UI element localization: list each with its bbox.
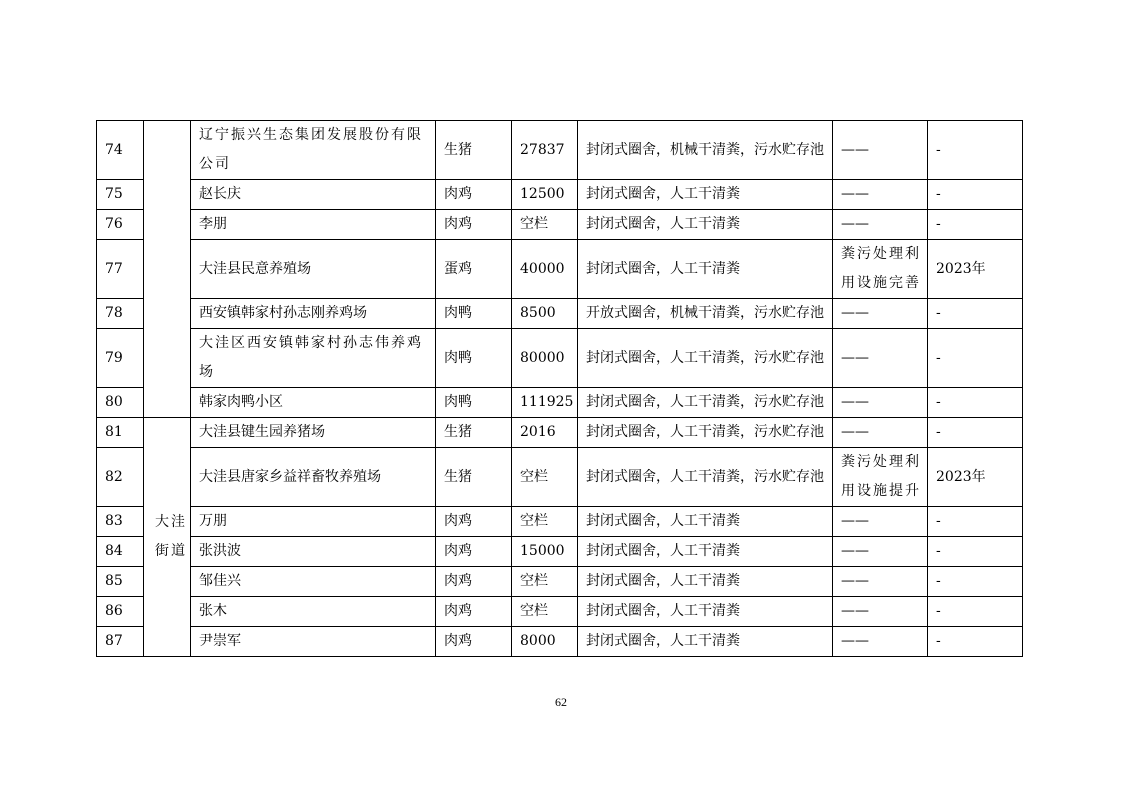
improvement-measure: —— — [833, 388, 928, 418]
farm-name: 尹崇军 — [191, 627, 436, 657]
manure-method: 封闭式圈舍，机械干清粪，污水贮存池 — [578, 121, 833, 180]
manure-method: 封闭式圈舍，人工干清粪，污水贮存池 — [578, 448, 833, 507]
row-number: 77 — [97, 240, 144, 299]
livestock-type: 肉鸡 — [436, 180, 512, 210]
farm-name: 大洼区西安镇韩家村孙志伟养鸡场 — [191, 329, 436, 388]
table-row — [97, 627, 1023, 657]
livestock-type: 肉鸭 — [436, 299, 512, 329]
page-number: 62 — [555, 695, 567, 709]
row-number: 87 — [97, 627, 144, 657]
manure-method: 封闭式圈舍，人工干清粪 — [578, 537, 833, 567]
manure-method: 封闭式圈舍，人工干清粪 — [578, 180, 833, 210]
table-row — [97, 418, 1023, 448]
livestock-type: 肉鸡 — [436, 210, 512, 240]
completion-year: - — [928, 567, 1023, 597]
table-row — [97, 567, 1023, 597]
farm-name: 张洪波 — [191, 537, 436, 567]
livestock-count: 2016 — [512, 418, 578, 448]
improvement-measure: —— — [833, 299, 928, 329]
completion-year: - — [928, 180, 1023, 210]
farm-name: 大洼县唐家乡益祥畜牧养殖场 — [191, 448, 436, 507]
livestock-count: 空栏 — [512, 507, 578, 537]
livestock-type: 肉鸡 — [436, 507, 512, 537]
manure-method: 封闭式圈舍，人工干清粪 — [578, 627, 833, 657]
farm-name: 大洼县民意养殖场 — [191, 240, 436, 299]
improvement-measure: —— — [833, 210, 928, 240]
livestock-count: 15000 — [512, 537, 578, 567]
row-number: 84 — [97, 537, 144, 567]
completion-year: - — [928, 507, 1023, 537]
section-cell-blank — [144, 121, 191, 418]
row-number: 75 — [97, 180, 144, 210]
section-cell-dawa-street — [144, 418, 191, 657]
livestock-count: 12500 — [512, 180, 578, 210]
livestock-count: 111925 — [512, 388, 578, 418]
livestock-count: 40000 — [512, 240, 578, 299]
improvement-measure: —— — [833, 121, 928, 180]
row-number: 83 — [97, 507, 144, 537]
farm-name: 辽宁振兴生态集团发展股份有限公司 — [191, 121, 436, 180]
farm-name: 韩家肉鸭小区 — [191, 388, 436, 418]
row-number: 74 — [97, 121, 144, 180]
improvement-measure: 粪污处理利用设施提升 — [833, 448, 928, 507]
table-row — [97, 597, 1023, 627]
livestock-type: 生猪 — [436, 121, 512, 180]
row-number: 82 — [97, 448, 144, 507]
livestock-count: 8000 — [512, 627, 578, 657]
manure-method: 封闭式圈舍，人工干清粪 — [578, 210, 833, 240]
manure-method: 封闭式圈舍，人工干清粪，污水贮存池 — [578, 329, 833, 388]
livestock-type: 肉鸭 — [436, 329, 512, 388]
table-row — [97, 448, 1023, 507]
improvement-measure: —— — [833, 537, 928, 567]
livestock-count: 27837 — [512, 121, 578, 180]
farm-name: 大洼县键生园养猪场 — [191, 418, 436, 448]
livestock-type: 生猪 — [436, 418, 512, 448]
livestock-count: 空栏 — [512, 210, 578, 240]
farm-name: 万朋 — [191, 507, 436, 537]
row-number: 81 — [97, 418, 144, 448]
completion-year: - — [928, 329, 1023, 388]
livestock-type: 肉鸭 — [436, 388, 512, 418]
farm-name: 张木 — [191, 597, 436, 627]
improvement-measure: —— — [833, 597, 928, 627]
livestock-farm-table — [96, 120, 1023, 657]
table-row — [97, 210, 1023, 240]
completion-year: - — [928, 418, 1023, 448]
manure-method: 封闭式圈舍，人工干清粪 — [578, 507, 833, 537]
row-number: 79 — [97, 329, 144, 388]
manure-method: 封闭式圈舍，人工干清粪 — [578, 567, 833, 597]
completion-year: - — [928, 121, 1023, 180]
table-row — [97, 121, 1023, 180]
farm-name: 西安镇韩家村孙志刚养鸡场 — [191, 299, 436, 329]
livestock-type: 肉鸡 — [436, 627, 512, 657]
table-row — [97, 180, 1023, 210]
table-row — [97, 507, 1023, 537]
completion-year: - — [928, 627, 1023, 657]
improvement-measure: —— — [833, 180, 928, 210]
livestock-count: 80000 — [512, 329, 578, 388]
manure-method: 封闭式圈舍，人工干清粪，污水贮存池 — [578, 388, 833, 418]
row-number: 76 — [97, 210, 144, 240]
completion-year: - — [928, 210, 1023, 240]
section-label-line1: 大洼 — [155, 514, 187, 530]
completion-year: - — [928, 388, 1023, 418]
improvement-measure: —— — [833, 418, 928, 448]
row-number: 78 — [97, 299, 144, 329]
table-row — [97, 240, 1023, 299]
manure-method: 开放式圈舍，机械干清粪，污水贮存池 — [578, 299, 833, 329]
improvement-measure: —— — [833, 329, 928, 388]
improvement-measure: 粪污处理利用设施完善 — [833, 240, 928, 299]
livestock-type: 蛋鸡 — [436, 240, 512, 299]
row-number: 85 — [97, 567, 144, 597]
livestock-type: 肉鸡 — [436, 597, 512, 627]
farm-name: 赵长庆 — [191, 180, 436, 210]
livestock-count: 8500 — [512, 299, 578, 329]
improvement-measure: —— — [833, 627, 928, 657]
livestock-type: 生猪 — [436, 448, 512, 507]
manure-method: 封闭式圈舍，人工干清粪 — [578, 597, 833, 627]
livestock-type: 肉鸡 — [436, 537, 512, 567]
improvement-measure: —— — [833, 507, 928, 537]
completion-year: - — [928, 597, 1023, 627]
table-row — [97, 388, 1023, 418]
completion-year: - — [928, 537, 1023, 567]
completion-year: - — [928, 299, 1023, 329]
farm-name: 李朋 — [191, 210, 436, 240]
row-number: 86 — [97, 597, 144, 627]
farm-name: 邹佳兴 — [191, 567, 436, 597]
row-number: 80 — [97, 388, 144, 418]
manure-method: 封闭式圈舍，人工干清粪 — [578, 240, 833, 299]
completion-year: 2023年 — [928, 240, 1023, 299]
livestock-type: 肉鸡 — [436, 567, 512, 597]
table-row — [97, 299, 1023, 329]
improvement-measure: —— — [833, 567, 928, 597]
table-row — [97, 537, 1023, 567]
table-row — [97, 329, 1023, 388]
manure-method: 封闭式圈舍，人工干清粪，污水贮存池 — [578, 418, 833, 448]
section-label-line2: 街道 — [155, 543, 187, 559]
livestock-count: 空栏 — [512, 597, 578, 627]
livestock-count: 空栏 — [512, 448, 578, 507]
livestock-count: 空栏 — [512, 567, 578, 597]
completion-year: 2023年 — [928, 448, 1023, 507]
